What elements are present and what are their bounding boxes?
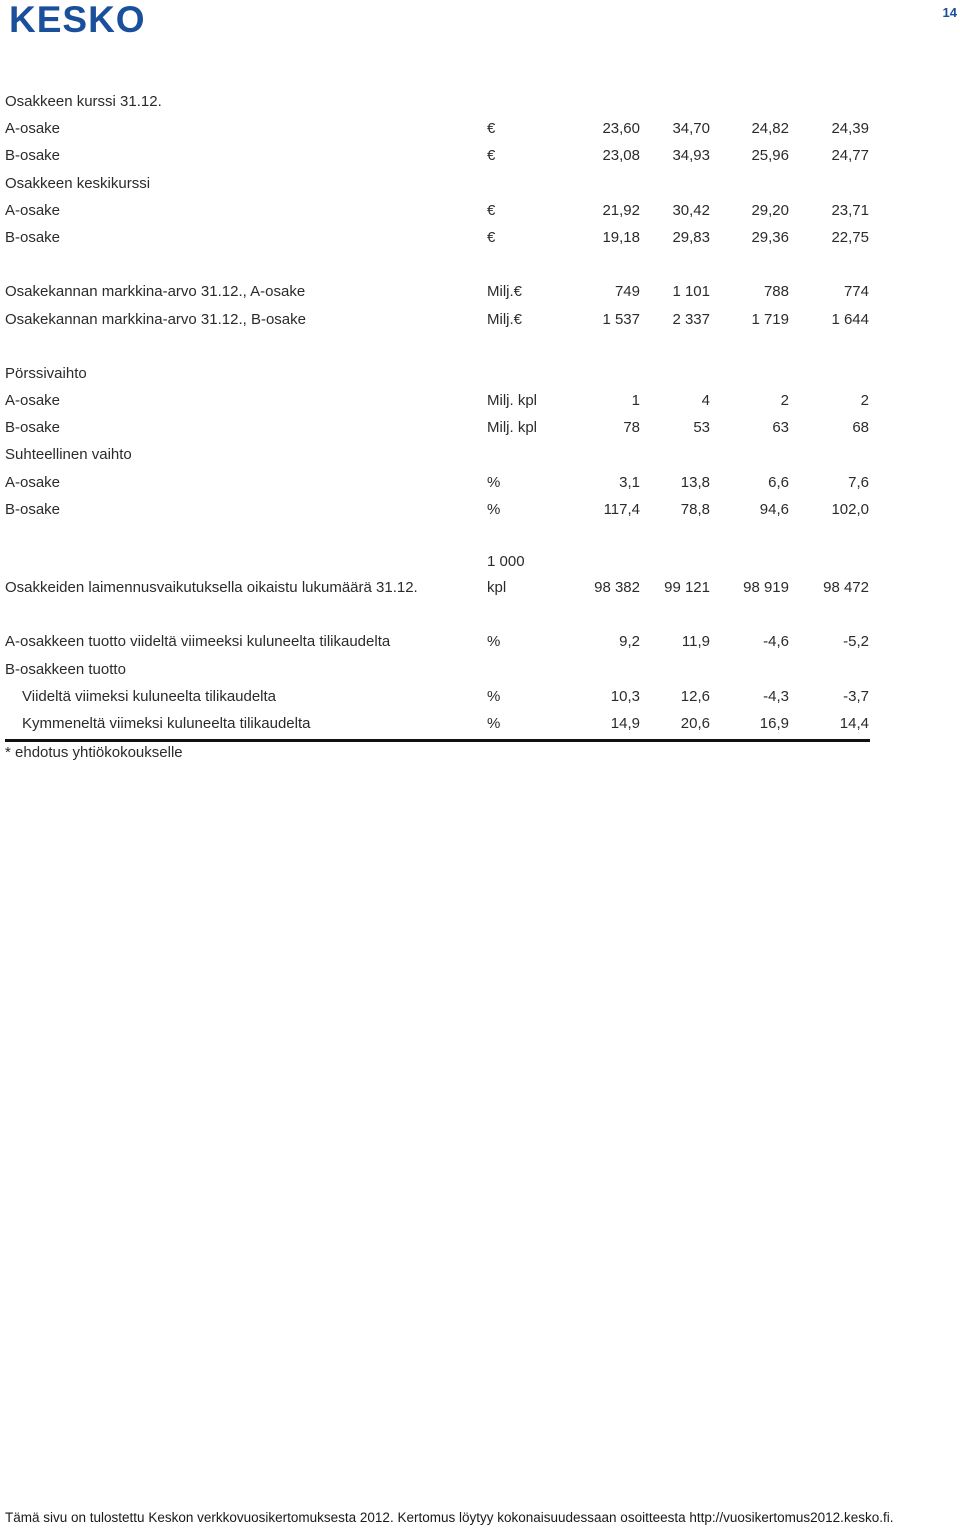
cell-value: 749 bbox=[614, 283, 640, 301]
cell-value: 7,6 bbox=[848, 473, 869, 491]
cell-value: 2 bbox=[780, 392, 789, 410]
spacer-row bbox=[5, 601, 870, 628]
table-row bbox=[5, 170, 870, 197]
cell-value: 14,9 bbox=[610, 714, 640, 732]
table-row bbox=[5, 360, 870, 387]
cell-value: 1 101 bbox=[672, 283, 710, 301]
table-row bbox=[5, 278, 870, 305]
cell-value: 68 bbox=[852, 419, 869, 437]
table-row bbox=[5, 142, 870, 169]
cell-value: 94,6 bbox=[759, 500, 789, 518]
cell-value: 102,0 bbox=[831, 500, 869, 518]
page-number: 14 bbox=[942, 5, 957, 20]
row-unit-second-line: kpl bbox=[487, 579, 507, 597]
cell-value: 99 121 bbox=[664, 579, 710, 597]
table-row bbox=[5, 197, 870, 224]
row-label: Osakkeiden laimennusvaikutuksella oikaistu lukumäärä 31.12. bbox=[5, 579, 418, 597]
cell-value: 34,93 bbox=[672, 147, 710, 165]
spacer-row bbox=[5, 333, 870, 360]
row-label: A-osake bbox=[5, 120, 61, 138]
cell-value: 774 bbox=[843, 283, 869, 301]
spacer-row bbox=[5, 523, 870, 550]
kesko-logo: KESKO bbox=[9, 0, 146, 40]
cell-value: 6,6 bbox=[768, 473, 789, 491]
row-unit: % bbox=[487, 473, 501, 491]
cell-value: 34,70 bbox=[672, 120, 710, 138]
table-row bbox=[5, 496, 870, 523]
cell-value: 23,08 bbox=[602, 147, 640, 165]
cell-value: 29,20 bbox=[751, 201, 789, 219]
table-row bbox=[5, 306, 870, 333]
cell-value: 1 719 bbox=[751, 310, 789, 328]
table-row bbox=[5, 683, 870, 710]
cell-value: 16,9 bbox=[759, 714, 789, 732]
cell-value: 1 bbox=[631, 392, 640, 410]
cell-value: 10,3 bbox=[610, 687, 640, 705]
row-label: Osakkeen keskikurssi bbox=[5, 174, 151, 192]
footnote: * ehdotus yhtiökokoukselle bbox=[5, 744, 183, 761]
cell-value: 19,18 bbox=[602, 228, 640, 246]
row-unit: % bbox=[487, 714, 501, 732]
cell-value: 4 bbox=[701, 392, 710, 410]
cell-value: 25,96 bbox=[751, 147, 789, 165]
cell-value: 117,4 bbox=[603, 500, 640, 518]
table-row bbox=[5, 469, 870, 496]
cell-value: 14,4 bbox=[839, 714, 869, 732]
cell-value: 2 337 bbox=[672, 310, 710, 328]
cell-value: 98 382 bbox=[594, 579, 640, 597]
cell-value: 78 bbox=[623, 419, 640, 437]
row-label: B-osake bbox=[5, 228, 61, 246]
table-row bbox=[5, 628, 870, 655]
row-label: A-osakkeen tuotto viideltä viimeeksi kuluneelta tilikaudelta bbox=[5, 633, 391, 651]
cell-value: -3,7 bbox=[843, 687, 869, 705]
row-unit: Milj.€ bbox=[487, 283, 523, 301]
cell-value: 78,8 bbox=[680, 500, 710, 518]
row-label: Suhteellinen vaihto bbox=[5, 446, 132, 464]
cell-value: 1 537 bbox=[602, 310, 640, 328]
row-label: B-osakkeen tuotto bbox=[5, 660, 126, 678]
cell-value: 1 644 bbox=[831, 310, 869, 328]
cell-value: 29,36 bbox=[751, 228, 789, 246]
row-label: A-osake bbox=[5, 473, 61, 491]
spacer-row bbox=[5, 251, 870, 278]
table-row bbox=[5, 414, 870, 441]
cell-value: 20,6 bbox=[680, 714, 710, 732]
row-unit: € bbox=[487, 120, 496, 138]
row-label: Pörssivaihto bbox=[5, 364, 87, 382]
table-row bbox=[5, 441, 870, 468]
row-unit: % bbox=[487, 633, 501, 651]
row-unit: Milj. kpl bbox=[487, 392, 538, 410]
row-label: A-osake bbox=[5, 392, 61, 410]
cell-value: 2 bbox=[860, 392, 869, 410]
cell-value: -4,3 bbox=[763, 687, 789, 705]
row-unit: % bbox=[487, 500, 501, 518]
row-unit: 1 000 bbox=[487, 553, 525, 571]
cell-value: 11,9 bbox=[681, 633, 710, 651]
table-row bbox=[5, 656, 870, 683]
cell-value: 24,77 bbox=[831, 147, 869, 165]
cell-value: 23,60 bbox=[602, 120, 640, 138]
row-unit: € bbox=[487, 147, 496, 165]
row-unit: Milj. kpl bbox=[487, 419, 538, 437]
cell-value: 29,83 bbox=[672, 228, 710, 246]
cell-value: 9,2 bbox=[619, 633, 640, 651]
table-row bbox=[5, 550, 870, 601]
table-row bbox=[5, 224, 870, 251]
row-label: B-osake bbox=[5, 419, 61, 437]
row-unit: % bbox=[487, 687, 501, 705]
table-bottom-rule bbox=[5, 739, 870, 742]
cell-value: 30,42 bbox=[672, 201, 710, 219]
row-unit: € bbox=[487, 201, 496, 219]
cell-value: 23,71 bbox=[831, 201, 869, 219]
cell-value: 53 bbox=[693, 419, 710, 437]
cell-value: 22,75 bbox=[831, 228, 869, 246]
row-label: Osakekannan markkina-arvo 31.12., B-osake bbox=[5, 310, 306, 328]
cell-value: 3,1 bbox=[619, 473, 640, 491]
cell-value: 13,8 bbox=[680, 473, 710, 491]
row-unit: € bbox=[487, 228, 496, 246]
row-label: Osakkeen kurssi 31.12. bbox=[5, 93, 162, 110]
table-row bbox=[5, 710, 870, 737]
cell-value: 63 bbox=[772, 419, 789, 437]
cell-value: 24,39 bbox=[831, 120, 869, 138]
page-footer: Tämä sivu on tulostettu Keskon verkkovuosikertomuksesta 2012. Kertomus löytyy kokonaisuudessaan osoitteesta http://vuosikertomus2012.kesko.fi. bbox=[5, 1510, 894, 1525]
table-row bbox=[5, 387, 870, 414]
row-label: B-osake bbox=[5, 500, 61, 518]
cell-value: -4,6 bbox=[763, 633, 789, 651]
row-label: Kymmeneltä viimeksi kuluneelta tilikaudelta bbox=[22, 714, 311, 732]
cell-value: 98 919 bbox=[743, 579, 789, 597]
row-label: A-osake bbox=[5, 201, 61, 219]
table-row bbox=[5, 88, 870, 115]
row-label: Osakekannan markkina-arvo 31.12., A-osake bbox=[5, 283, 306, 301]
row-unit: Milj.€ bbox=[487, 310, 523, 328]
row-label: Viideltä viimeksi kuluneelta tilikaudelta bbox=[22, 687, 277, 705]
table-row bbox=[5, 115, 870, 142]
row-label: B-osake bbox=[5, 147, 61, 165]
cell-value: 98 472 bbox=[823, 579, 869, 597]
cell-value: 24,82 bbox=[751, 120, 789, 138]
cell-value: 21,92 bbox=[602, 201, 640, 219]
cell-value: -5,2 bbox=[843, 633, 869, 651]
cell-value: 788 bbox=[763, 283, 789, 301]
cell-value: 12,6 bbox=[680, 687, 710, 705]
key-figures-table bbox=[5, 88, 870, 737]
